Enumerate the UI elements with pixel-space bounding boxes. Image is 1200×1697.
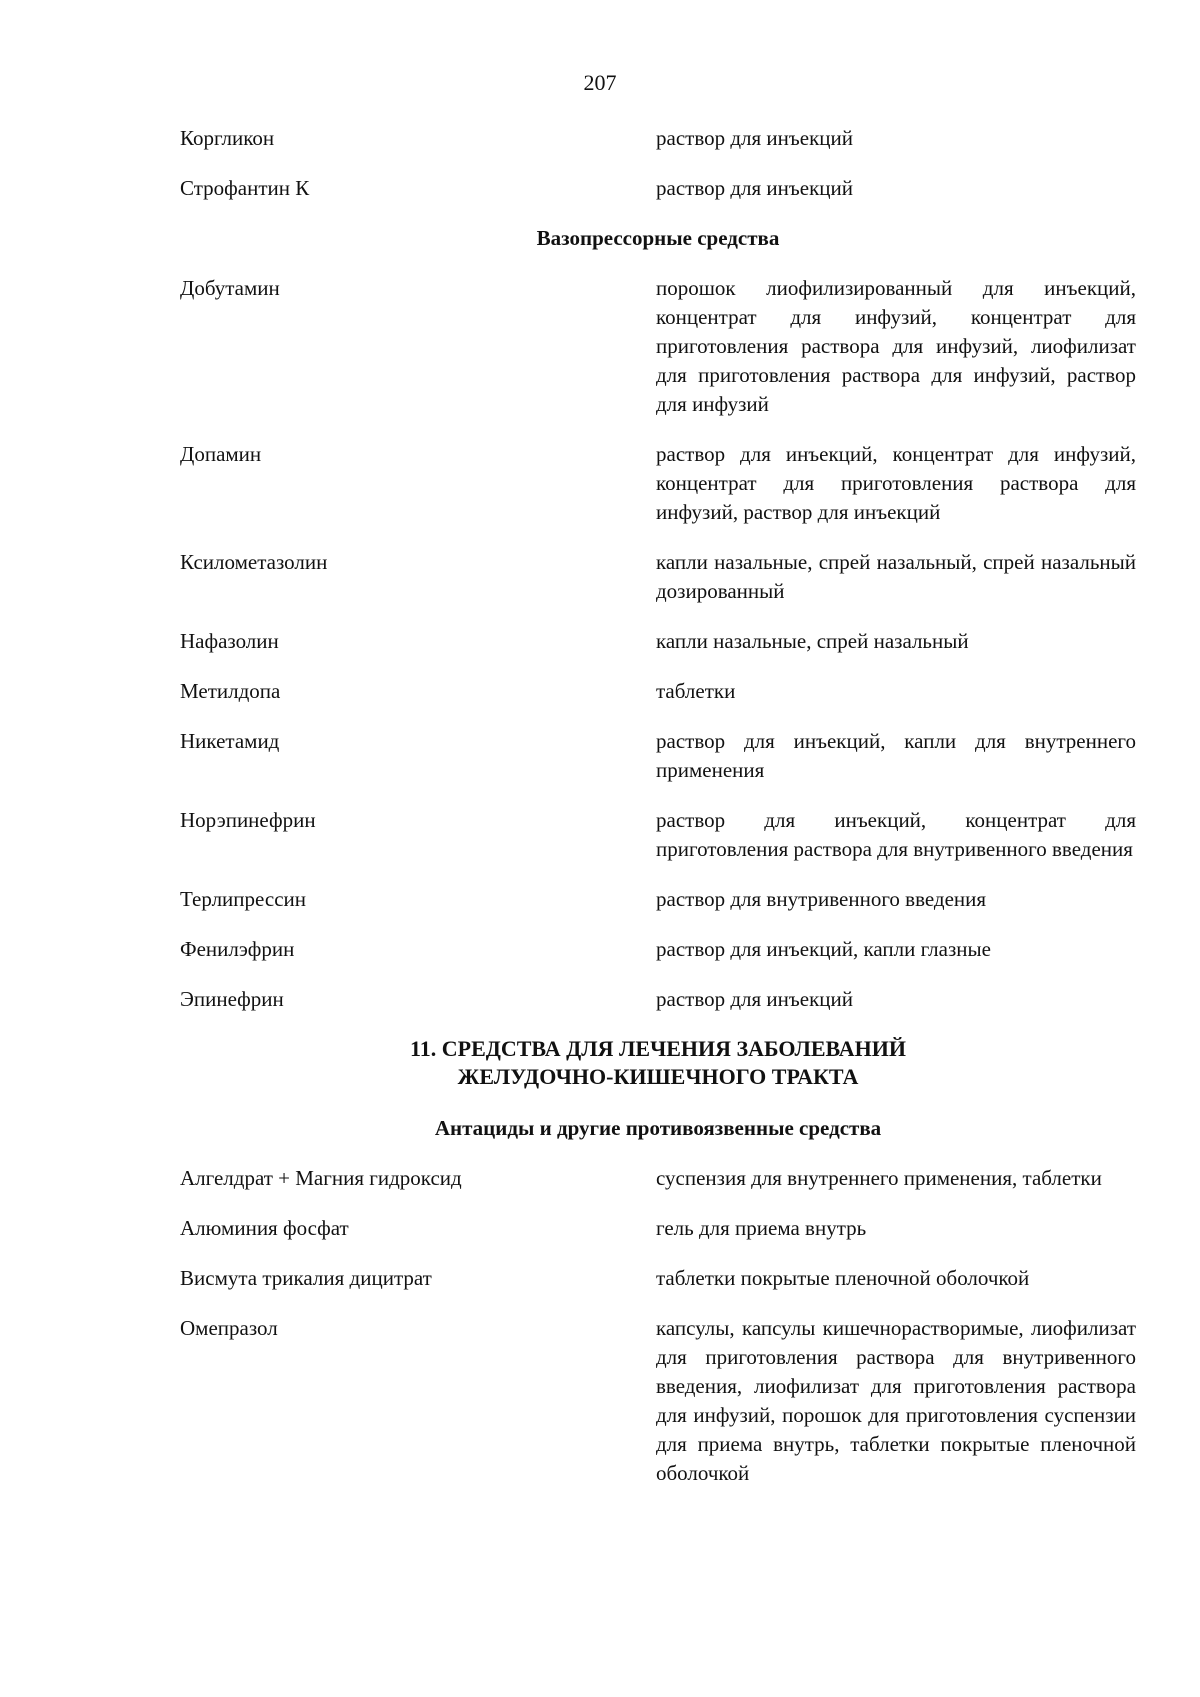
drug-name: Добутамин <box>180 276 280 300</box>
drug-row <box>180 985 1136 1014</box>
drug-row <box>180 440 1136 527</box>
drug-row <box>180 548 1136 606</box>
drug-name: Терлипрессин <box>180 887 306 911</box>
subsection-heading-antacids: Антациды и другие противоязвенные средства <box>434 1116 882 1140</box>
drug-row <box>180 1214 1136 1243</box>
drug-name: Допамин <box>180 442 262 466</box>
drug-row <box>180 1264 1136 1293</box>
drug-row <box>180 935 1136 964</box>
drug-form: раствор для инъекций <box>656 126 853 150</box>
drug-row <box>180 885 1136 914</box>
drug-row <box>180 727 1136 785</box>
drug-name: Строфантин К <box>180 176 310 200</box>
drug-row <box>180 174 1136 203</box>
drug-row <box>180 677 1136 706</box>
page-number: 207 <box>583 70 617 95</box>
drug-name: Фенилэфрин <box>180 937 295 961</box>
drug-form: раствор для инъекций, концентрат для приготовления раствора для внутривенного введения <box>656 808 1136 861</box>
drug-row <box>180 627 1136 656</box>
drug-form: раствор для инъекций <box>656 176 853 200</box>
drug-name: Эпинефрин <box>180 987 284 1011</box>
drug-form: капли назальные, спрей назальный <box>656 629 969 653</box>
document-body <box>180 124 1136 1509</box>
drug-name: Метилдопа <box>180 679 281 703</box>
drug-form: раствор для внутривенного введения <box>656 887 987 911</box>
drug-form: капли назальные, спрей назальный, спрей назальный дозированный <box>656 550 1136 603</box>
drug-form: гель для приема внутрь <box>656 1216 867 1240</box>
drug-name: Коргликон <box>180 126 275 150</box>
drug-form: раствор для инъекций, капли для внутреннего применения <box>656 729 1136 782</box>
drug-name: Алюминия фосфат <box>180 1216 349 1240</box>
drug-name: Норэпинефрин <box>180 808 316 832</box>
subsection-heading-vasopressor: Вазопрессорные средства <box>536 226 780 250</box>
drug-name: Никетамид <box>180 729 280 753</box>
section-title-line-2: ЖЕЛУДОЧНО-КИШЕЧНОГО ТРАКТА <box>457 1064 859 1089</box>
drug-row <box>180 806 1136 864</box>
drug-row <box>180 124 1136 153</box>
drug-form: таблетки <box>656 679 736 703</box>
section-title <box>180 1035 1136 1091</box>
drug-form: порошок лиофилизированный для инъекций, концентрат для инфузий, концентрат для приготовления раствора для инфузий, лиофилизат для приготовления раствора для инфузий, раствор для инфузий <box>656 276 1136 416</box>
drug-row <box>180 1314 1136 1488</box>
drug-form: раствор для инъекций, концентрат для инфузий, концентрат для приготовления раствора для инфузий, раствор для инъекций <box>656 442 1136 524</box>
drug-row <box>180 274 1136 419</box>
section-title-line-1: 11. СРЕДСТВА ДЛЯ ЛЕЧЕНИЯ ЗАБОЛЕВАНИЙ <box>409 1036 907 1061</box>
drug-form: суспензия для внутреннего применения, таблетки <box>656 1166 1102 1190</box>
drug-form: раствор для инъекций <box>656 987 853 1011</box>
drug-name: Нафазолин <box>180 629 279 653</box>
drug-name: Ксилометазолин <box>180 550 328 574</box>
drug-name: Алгелдрат + Магния гидроксид <box>180 1166 462 1190</box>
drug-form: капсулы, капсулы кишечнорастворимые, лиофилизат для приготовления раствора для внутривенного введения, лиофилизат для приготовления раствора для инфузий, порошок для приготовления суспензии для приема внутрь, таблетки покрытые пленочной оболочкой <box>656 1316 1136 1485</box>
drug-row <box>180 1164 1136 1193</box>
drug-name: Омепразол <box>180 1316 278 1340</box>
drug-form: раствор для инъекций, капли глазные <box>656 937 991 961</box>
drug-form: таблетки покрытые пленочной оболочкой <box>656 1266 1030 1290</box>
drug-name: Висмута трикалия дицитрат <box>180 1266 432 1290</box>
